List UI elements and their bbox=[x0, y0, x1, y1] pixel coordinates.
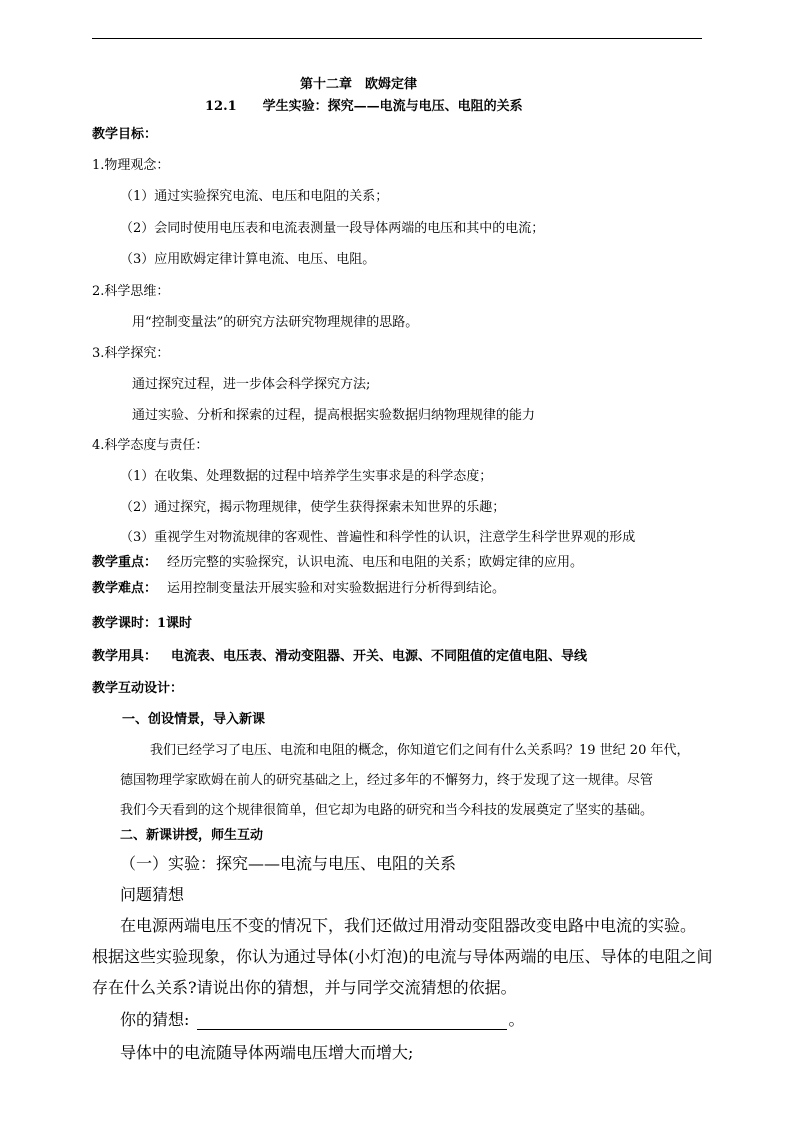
key-points-text: 经历完整的实验探究，认识电流、电压和电阻的关系；欧姆定律的应用。 bbox=[167, 555, 584, 570]
question-line-3: 存在什么关系?请说出你的猜想，并与同学交流猜想的依据。 bbox=[92, 978, 517, 997]
key-points bbox=[92, 555, 583, 571]
goal-3-item-1: 通过探究过程，进一步体会科学探究方法; bbox=[132, 377, 371, 392]
key-points-label: 教学重点： bbox=[92, 555, 158, 570]
goal-1-title: 1.物理观念： bbox=[92, 158, 170, 173]
guess-row bbox=[120, 1010, 525, 1030]
goal-1-item-2: （2）会同时使用电压表和电流表测量一段导体两端的电压和其中的电流； bbox=[120, 221, 545, 236]
goal-1-item-1: （1）通过实验探究电流、电压和电阻的关系； bbox=[120, 189, 389, 204]
goal-3-item-2: 通过实验、分析和探索的过程，提高根据实验数据归纳物理规律的能力 bbox=[132, 408, 536, 423]
goal-2-item-1: 用“控制变量法”的研究方法研究物理规律的思路。 bbox=[132, 315, 419, 330]
goal-4-item-1: （1）在收集、处理数据的过程中培养学生实事求是的科学态度； bbox=[120, 469, 493, 484]
part2-subtitle: （一）实验：探究——电流与电压、电阻的关系 bbox=[120, 854, 457, 873]
part1-line-3: 我们今天看到的这个规律很简单，但它却为电路的研究和当今科技的发展奠定了坚实的基础。 bbox=[120, 803, 654, 818]
hours-text: 1课时 bbox=[157, 616, 193, 631]
tools-label: 教学用具： bbox=[92, 649, 158, 664]
guess-blank bbox=[197, 1015, 507, 1030]
question-line-2: 根据这些实验现象，你认为通过导体(小灯泡)的电流与导体两端的电压、导体的电阻之间 bbox=[92, 947, 713, 966]
difficulties-text: 运用控制变量法开展实验和对实验数据进行分析得到结论。 bbox=[167, 581, 506, 596]
goal-4-item-2: （2）通过探究，揭示物理规律，使学生获得探索未知世界的乐趣； bbox=[120, 500, 506, 515]
guess-answer: 导体中的电流随导体两端电压增大而增大; bbox=[120, 1043, 414, 1062]
header-rule bbox=[92, 38, 702, 39]
goal-4-title: 4.科学态度与责任： bbox=[92, 438, 209, 453]
section-title: 12.1 学生实验：探究——电流与电压、电阻的关系 bbox=[205, 99, 523, 114]
guess-label: 你的猜想: bbox=[120, 1010, 190, 1029]
difficulties-label: 教学难点： bbox=[92, 581, 158, 596]
question-line-1: 在电源两端电压不变的情况下，我们还做过用滑动变阻器改变电路中电流的实验。 bbox=[120, 916, 697, 935]
question-title: 问题猜想 bbox=[120, 885, 185, 904]
part1-line-2: 德国物理学家欧姆在前人的研究基础之上，经过多年的不懈努力，终于发现了这一规律。尽管 bbox=[120, 773, 654, 788]
difficulties bbox=[92, 581, 505, 597]
hours-label: 教学课时： bbox=[92, 616, 158, 631]
goal-1-item-3: （3）应用欧姆定律计算电流、电压、电阻。 bbox=[120, 252, 376, 267]
tools-text: 电流表、电压表、滑动变阻器、开关、电源、不同阻值的定值电阻、导线 bbox=[171, 649, 588, 664]
goal-2-title: 2.科学思维： bbox=[92, 284, 170, 299]
hours bbox=[92, 616, 192, 632]
tools bbox=[92, 649, 587, 665]
goal-3-title: 3.科学探究： bbox=[92, 346, 170, 361]
goals-heading: 教学目标： bbox=[92, 127, 158, 142]
guess-end: 。 bbox=[508, 1010, 525, 1029]
chapter-title: 第十二章 欧姆定律 bbox=[300, 77, 418, 92]
goal-4-item-3: （3）重视学生对物流规律的客观性、普遍性和科学性的认识，注意学生科学世界观的形成 bbox=[120, 530, 636, 545]
part1-line-1: 我们已经学习了电压、电流和电阻的概念，你知道它们之间有什么关系吗？19 世纪 20 年代， bbox=[150, 743, 690, 758]
part1-title: 一、创设情景，导入新课 bbox=[122, 712, 266, 727]
design-heading: 教学互动设计： bbox=[92, 681, 184, 696]
part2-title: 二、新课讲授，师生互动 bbox=[120, 828, 264, 843]
